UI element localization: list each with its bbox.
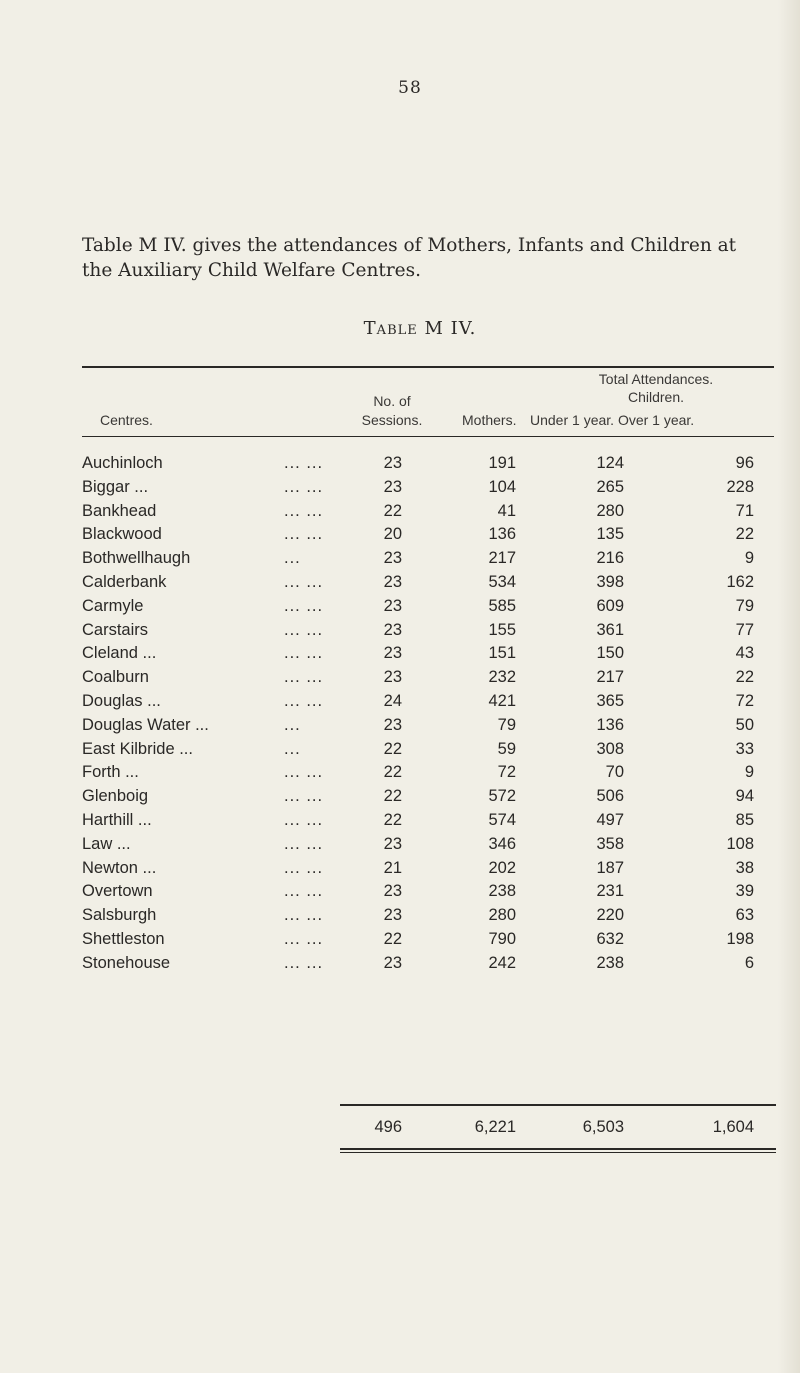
under-1-year-value: 265 [596, 477, 624, 496]
table-row [82, 692, 782, 716]
leader-dots: ... ... [284, 501, 324, 520]
mothers-value: 59 [497, 739, 516, 758]
table-row [82, 644, 782, 668]
mothers-value: 238 [488, 882, 516, 901]
leader-dots: ... ... [284, 882, 324, 901]
mothers-value: 202 [488, 858, 516, 877]
table-row [82, 954, 782, 978]
sessions-value: 23 [383, 477, 402, 496]
mothers-value: 242 [488, 953, 516, 972]
over-1-year-value: 50 [735, 715, 754, 734]
over-1-year-value: 198 [726, 929, 754, 948]
leader-dots: ... ... [284, 525, 324, 544]
under-1-year-value: 398 [596, 572, 624, 591]
sessions-value: 23 [383, 715, 402, 734]
table-row [82, 930, 782, 954]
under-1-year-value: 136 [596, 715, 624, 734]
under-1-year-value: 238 [596, 953, 624, 972]
sessions-value: 22 [383, 739, 402, 758]
centre-name: Stonehouse [82, 953, 171, 972]
total-over-1-year: 1,604 [712, 1118, 754, 1136]
table-row [82, 502, 782, 526]
sessions-value: 21 [383, 858, 402, 877]
leader-dots: ... ... [284, 906, 324, 925]
leader-dots: ... ... [284, 572, 324, 591]
under-1-year-value: 365 [596, 691, 624, 710]
mothers-value: 79 [497, 715, 516, 734]
leader-dots: ... ... [284, 454, 324, 472]
header-bottom-rule [82, 436, 774, 437]
totals-top-rule [340, 1104, 776, 1106]
leader-dots: ... ... [284, 691, 324, 710]
sessions-value: 23 [383, 549, 402, 568]
mothers-value: 572 [488, 787, 516, 806]
centre-name: Blackwood [82, 525, 162, 544]
leader-dots: ... [284, 739, 301, 758]
header-children: Children. [627, 389, 685, 405]
centre-name: Glenboig [82, 787, 149, 806]
under-1-year-value: 632 [596, 929, 624, 948]
table-row [82, 549, 782, 573]
under-1-year-value: 217 [596, 668, 624, 687]
over-1-year-value: 6 [744, 953, 754, 972]
sessions-value: 23 [383, 620, 402, 639]
leader-dots: ... ... [284, 477, 324, 496]
sessions-value: 23 [383, 572, 402, 591]
centre-name: Auchinloch [82, 454, 163, 472]
over-1-year-value: 22 [735, 525, 754, 544]
table-row [82, 787, 782, 811]
leader-dots: ... ... [284, 858, 324, 877]
mothers-value: 346 [488, 834, 516, 853]
mothers-value: 41 [497, 501, 516, 520]
centre-name: Coalburn [82, 668, 149, 687]
header-sessions-line1: No. of [373, 393, 411, 409]
leader-dots: ... ... [284, 953, 324, 972]
table-row [82, 716, 782, 740]
header-total-attendances: Total Attendances. [598, 371, 714, 387]
table-row [82, 740, 782, 764]
leader-dots: ... ... [284, 644, 324, 663]
centre-name: Cleland ... [82, 644, 157, 663]
table-end-rule-thin [340, 1152, 776, 1153]
table-row [82, 478, 782, 502]
total-under-1-year: 6,503 [582, 1118, 624, 1136]
under-1-year-value: 220 [596, 906, 624, 925]
sessions-value: 23 [383, 454, 402, 472]
over-1-year-value: 9 [744, 549, 754, 568]
mothers-value: 790 [488, 929, 516, 948]
centre-name: Shettleston [82, 929, 165, 948]
leader-dots: ... ... [284, 763, 324, 782]
sessions-value: 22 [383, 501, 402, 520]
table-row [82, 859, 782, 883]
table-row [82, 906, 782, 930]
centre-name: Forth ... [82, 763, 139, 782]
mothers-value: 155 [488, 620, 516, 639]
under-1-year-value: 135 [596, 525, 624, 544]
leader-dots: ... ... [284, 668, 324, 687]
table-row [82, 668, 782, 692]
sessions-value: 23 [383, 882, 402, 901]
sessions-value: 24 [383, 691, 402, 710]
table-end-rule [340, 1148, 776, 1150]
sessions-value: 23 [383, 668, 402, 687]
centre-name: Carmyle [82, 596, 144, 615]
leader-dots: ... ... [284, 596, 324, 615]
centre-name: Newton ... [82, 858, 157, 877]
table-row [82, 882, 782, 906]
header-centres: Centres. [100, 412, 153, 428]
over-1-year-value: 33 [735, 739, 754, 758]
leader-dots: ... ... [284, 929, 324, 948]
over-1-year-value: 22 [735, 668, 754, 687]
under-1-year-value: 70 [605, 763, 624, 782]
table-row [82, 621, 782, 645]
under-1-year-value: 497 [596, 810, 624, 829]
total-mothers: 6,221 [474, 1118, 516, 1136]
over-1-year-value: 79 [735, 596, 754, 615]
over-1-year-value: 108 [726, 834, 754, 853]
over-1-year-value: 228 [726, 477, 754, 496]
table-row [82, 763, 782, 787]
under-1-year-value: 308 [596, 739, 624, 758]
page-number: 58 [398, 78, 422, 98]
leader-dots: ... [284, 549, 301, 568]
under-1-year-value: 216 [596, 549, 624, 568]
under-1-year-value: 231 [596, 882, 624, 901]
under-1-year-value: 506 [596, 787, 624, 806]
mothers-value: 136 [488, 525, 516, 544]
header-sessions-line2: Sessions. [361, 412, 423, 428]
centre-name: East Kilbride ... [82, 739, 193, 758]
centre-name: Bothwellhaugh [82, 549, 191, 568]
mothers-value: 72 [497, 763, 516, 782]
leader-dots: ... ... [284, 810, 324, 829]
over-1-year-value: 72 [735, 691, 754, 710]
over-1-year-value: 96 [735, 454, 754, 472]
centre-name: Carstairs [82, 620, 149, 639]
mothers-value: 232 [488, 668, 516, 687]
sessions-value: 23 [383, 834, 402, 853]
sessions-value: 22 [383, 787, 402, 806]
over-1-year-value: 94 [735, 787, 754, 806]
sessions-value: 22 [383, 763, 402, 782]
centre-name: Harthill ... [82, 810, 152, 829]
total-sessions: 496 [374, 1118, 402, 1136]
under-1-year-value: 124 [596, 454, 624, 472]
mothers-value: 217 [488, 549, 516, 568]
totals-row [82, 1118, 782, 1142]
centre-name: Douglas Water ... [82, 715, 209, 734]
under-1-year-value: 280 [596, 501, 624, 520]
centre-name: Bankhead [82, 501, 157, 520]
mothers-value: 534 [488, 572, 516, 591]
centre-name: Law ... [82, 834, 131, 853]
sessions-value: 22 [383, 929, 402, 948]
table-row [82, 573, 782, 597]
under-1-year-value: 187 [596, 858, 624, 877]
centre-name: Overtown [82, 882, 153, 901]
centre-name: Douglas ... [82, 691, 161, 710]
centre-name: Calderbank [82, 572, 167, 591]
intro-paragraph: Table M IV. gives the attendances of Mothers, Infants and Children at the Auxiliary Child Welfare Centres. [82, 235, 737, 281]
table-row [82, 835, 782, 859]
table-row [82, 811, 782, 835]
over-1-year-value: 39 [735, 882, 754, 901]
sessions-value: 20 [383, 525, 402, 544]
over-1-year-value: 85 [735, 810, 754, 829]
over-1-year-value: 71 [735, 501, 754, 520]
table-body [82, 454, 782, 978]
leader-dots: ... ... [284, 834, 324, 853]
mothers-value: 151 [488, 644, 516, 663]
over-1-year-value: 77 [735, 620, 754, 639]
mothers-value: 191 [488, 454, 516, 472]
sessions-value: 23 [383, 596, 402, 615]
under-1-year-value: 609 [596, 596, 624, 615]
mothers-value: 280 [488, 906, 516, 925]
table-row [82, 597, 782, 621]
table-row [82, 525, 782, 549]
sessions-value: 23 [383, 953, 402, 972]
over-1-year-value: 63 [735, 906, 754, 925]
over-1-year-value: 9 [744, 763, 754, 782]
header-mothers: Mothers. [462, 412, 517, 428]
leader-dots: ... [284, 715, 301, 734]
mothers-value: 574 [488, 810, 516, 829]
under-1-year-value: 358 [596, 834, 624, 853]
over-1-year-value: 38 [735, 858, 754, 877]
mothers-value: 585 [488, 596, 516, 615]
centre-name: Biggar ... [82, 477, 149, 496]
table-title: Table M IV. [363, 318, 477, 339]
over-1-year-value: 162 [726, 572, 754, 591]
mothers-value: 421 [488, 691, 516, 710]
mothers-value: 104 [488, 477, 516, 496]
sessions-value: 22 [383, 810, 402, 829]
leader-dots: ... ... [284, 787, 324, 806]
leader-dots: ... ... [284, 620, 324, 639]
centre-name: Salsburgh [82, 906, 157, 925]
over-1-year-value: 43 [735, 644, 754, 663]
header-under-over-year: Under 1 year. Over 1 year. [530, 412, 695, 428]
under-1-year-value: 361 [596, 620, 624, 639]
under-1-year-value: 150 [596, 644, 624, 663]
sessions-value: 23 [383, 644, 402, 663]
table-top-rule [82, 366, 774, 368]
sessions-value: 23 [383, 906, 402, 925]
table-row [82, 454, 782, 478]
